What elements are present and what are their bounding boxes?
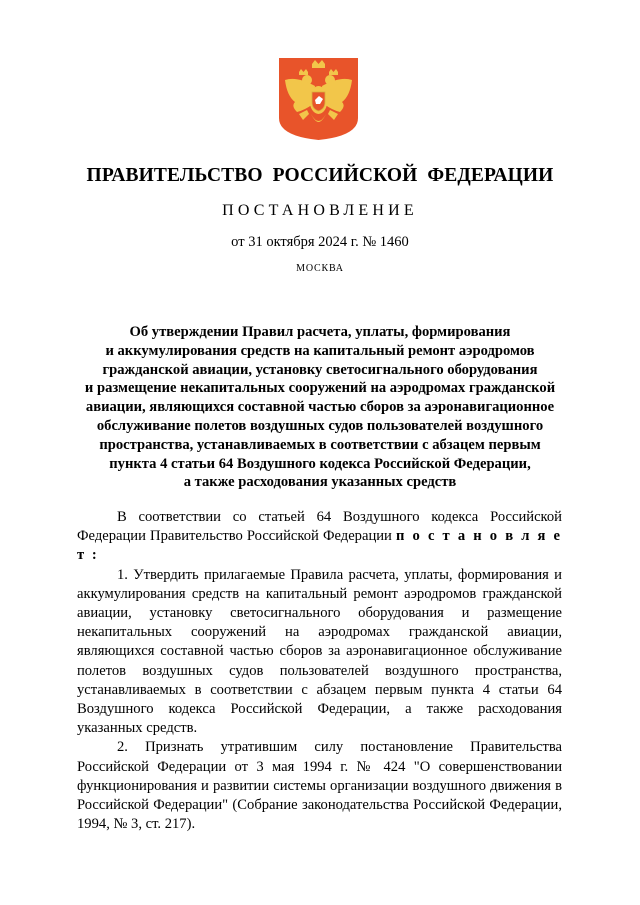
decree-date-number: от 31 октября 2024 г. № 1460: [231, 234, 409, 250]
item-2-paragraph: 2. Признать утратившим силу постановление Правительства Российской Федерации от 3 мая 1994 г. № 424 "О совершенствовании функционирования и развитии системы организации воздушного движения в Российской Федерации" (Собрание законодательства Российской Федерации, 1994, № 3, ст. 217).: [77, 739, 562, 833]
document-heading: [0, 323, 640, 492]
heading-line: и аккумулирования средств на капитальный ремонт аэродромов: [105, 342, 535, 359]
heading-line: и размещение некапитальных сооружений на аэродромах гражданской: [84, 380, 556, 397]
coat-of-arms-of-russia-icon: [277, 56, 360, 141]
heading-line: авиации, являющихся составной частью сборов за аэронавигационное: [85, 399, 555, 416]
heading-line: Об утверждении Правил расчета, уплаты, формирования: [129, 324, 511, 340]
preamble-paragraph: [77, 508, 562, 566]
document-type: ПОСТАНОВЛЕНИЕ: [222, 202, 418, 219]
heading-line: обслуживание полетов воздушных судов пользователей воздушного: [96, 417, 544, 434]
item-1-paragraph: 1. Утвердить прилагаемые Правила расчета, уплаты, формирования и аккумулирования средств на капитальный ремонт аэродромов гражданской авиации, установку светосигнального оборудования и размещение некапитальных сооружений на аэродромах гражданской авиации, являющихся составной частью сборов за аэронавигационное обслуживание полетов воздушных судов пользователей воздушного пространства, устанавливаемых в соответствии с абзацем первым пункта 4 статьи 64 Воздушного кодекса Российской Федерации, а также расходования указанных средств.: [77, 566, 562, 737]
document-body: [77, 508, 562, 834]
resolves-word: п о с т а н о в л я е т :: [77, 528, 562, 564]
government-title: ПРАВИТЕЛЬСТВО РОССИЙСКОЙ ФЕДЕРАЦИИ: [86, 165, 554, 186]
heading-line: пространства, устанавливаемых в соответствии с абзацем первым: [99, 436, 541, 453]
heading-line: гражданской авиации, установку светосигнального оборудования: [102, 361, 538, 378]
decree-city: МОСКВА: [296, 263, 344, 274]
preamble-text: В соответствии со статьей 64 Воздушного кодекса Российской Федерации Правительство Российской Федерации: [77, 509, 562, 545]
heading-line: а также расходования указанных средств: [183, 474, 457, 491]
heading-line: пункта 4 статьи 64 Воздушного кодекса Российской Федерации,: [109, 455, 531, 472]
